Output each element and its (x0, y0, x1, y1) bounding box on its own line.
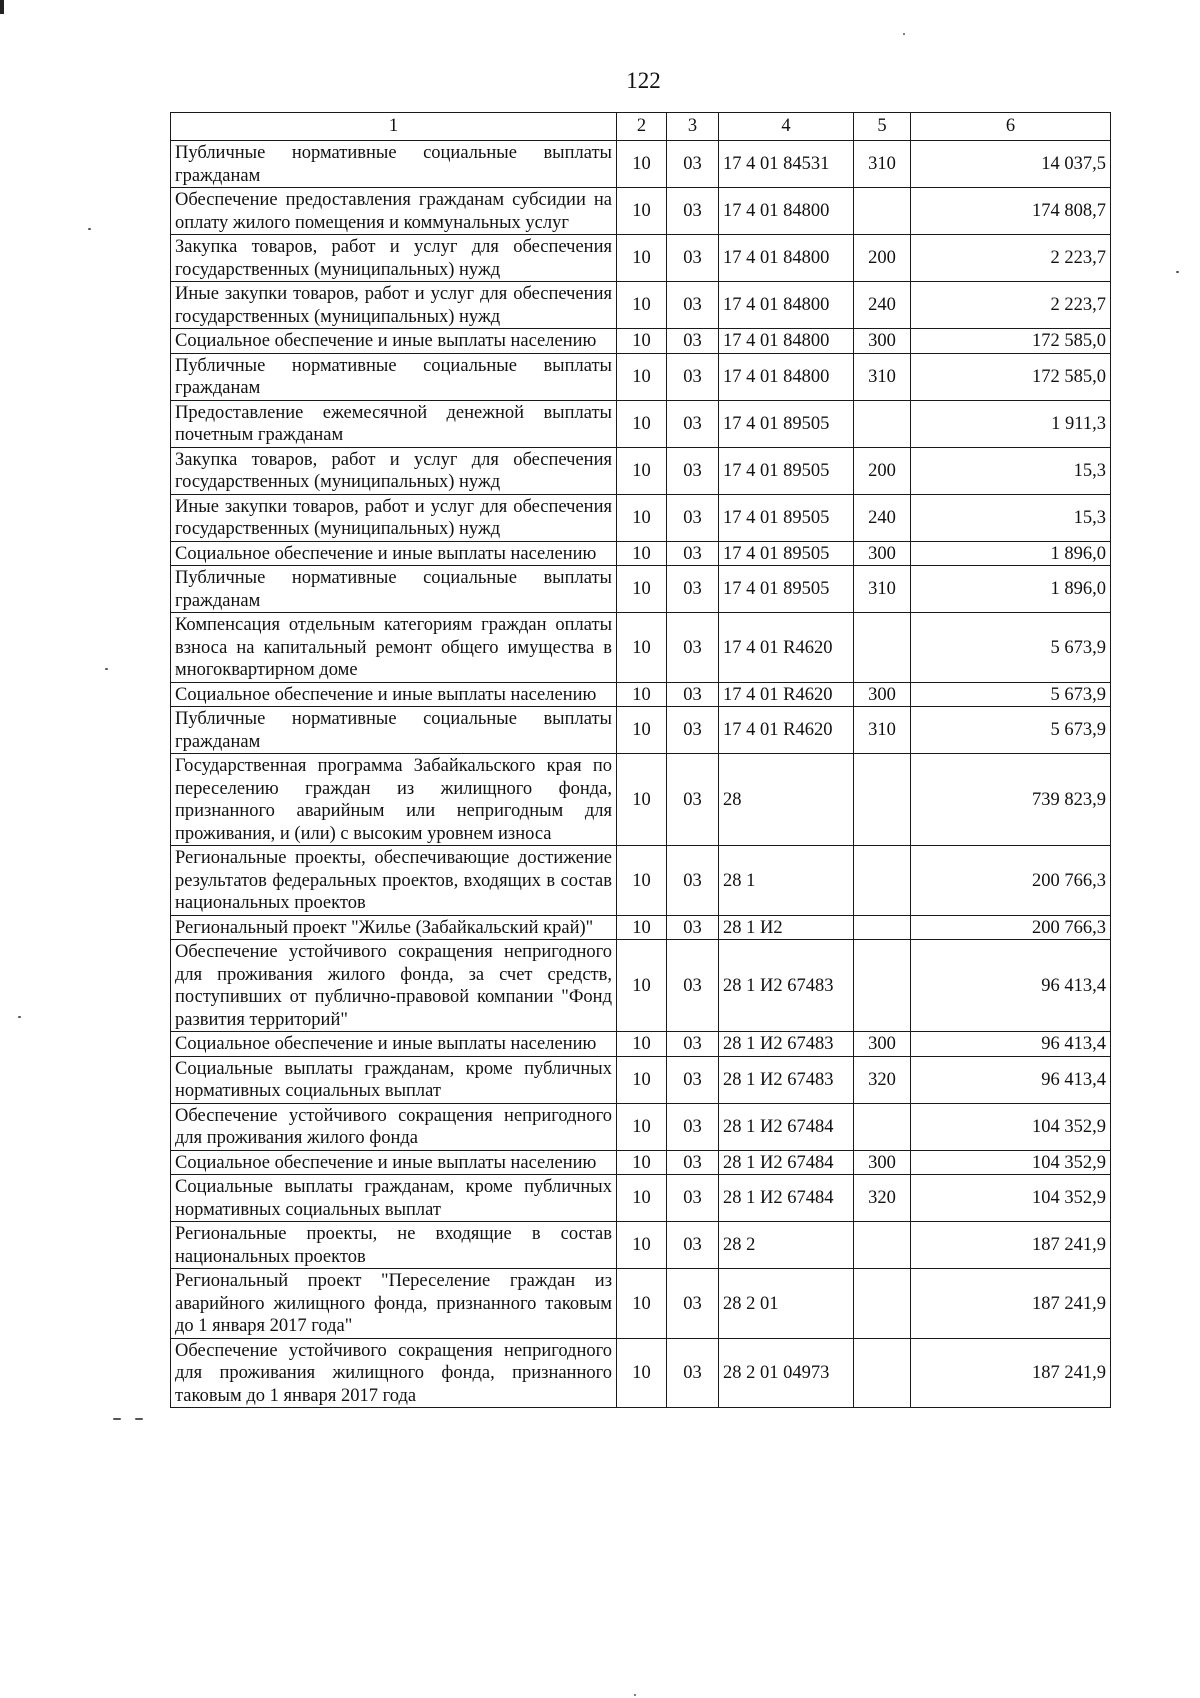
cell-amount: 5 673,9 (911, 682, 1111, 707)
cell-target-code: 17 4 01 89505 (719, 494, 854, 541)
cell-target-code: 17 4 01 84800 (719, 282, 854, 329)
cell-expense-type: 300 (854, 1150, 911, 1175)
table-row (171, 682, 1111, 707)
cell-subsection: 03 (667, 1103, 719, 1150)
cell-section: 10 (617, 1175, 667, 1222)
cell-subsection: 03 (667, 235, 719, 282)
cell-target-code: 17 4 01 R4620 (719, 707, 854, 754)
cell-target-code: 28 1 И2 67484 (719, 1175, 854, 1222)
table-row (171, 707, 1111, 754)
cell-expense-type: 310 (854, 353, 911, 400)
cell-description: Региональный проект "Переселение граждан из аварийного жилищного фонда, признанного таковым до 1 января 2017 года" (171, 1269, 617, 1339)
cell-subsection: 03 (667, 566, 719, 613)
cell-description: Закупка товаров, работ и услуг для обеспечения государственных (муниципальных) нужд (171, 447, 617, 494)
cell-target-code: 28 1 И2 67483 (719, 1056, 854, 1103)
table-row (171, 1338, 1111, 1408)
cell-section: 10 (617, 707, 667, 754)
cell-expense-type: 310 (854, 707, 911, 754)
cell-description: Иные закупки товаров, работ и услуг для обеспечения государственных (муниципальных) нужд (171, 494, 617, 541)
cell-subsection: 03 (667, 141, 719, 188)
cell-section: 10 (617, 1338, 667, 1408)
cell-subsection: 03 (667, 915, 719, 940)
cell-amount: 5 673,9 (911, 613, 1111, 683)
table-row (171, 541, 1111, 566)
cell-description: Предоставление ежемесячной денежной выплаты почетным гражданам (171, 400, 617, 447)
cell-amount: 187 241,9 (911, 1222, 1111, 1269)
cell-amount: 187 241,9 (911, 1269, 1111, 1339)
cell-section: 10 (617, 494, 667, 541)
cell-target-code: 28 1 (719, 846, 854, 916)
cell-amount: 739 823,9 (911, 754, 1111, 846)
cell-target-code: 28 1 И2 67483 (719, 1032, 854, 1057)
cell-expense-type (854, 1269, 911, 1339)
header-col-4: 4 (719, 113, 854, 141)
table-row (171, 1032, 1111, 1057)
header-col-2: 2 (617, 113, 667, 141)
cell-expense-type (854, 613, 911, 683)
cell-target-code: 17 4 01 R4620 (719, 682, 854, 707)
scan-speck (135, 1418, 143, 1420)
cell-amount: 14 037,5 (911, 141, 1111, 188)
cell-section: 10 (617, 682, 667, 707)
cell-amount: 172 585,0 (911, 329, 1111, 354)
table-row (171, 1150, 1111, 1175)
cell-section: 10 (617, 1269, 667, 1339)
cell-section: 10 (617, 447, 667, 494)
page-number: 122 (626, 68, 661, 93)
cell-description: Публичные нормативные социальные выплаты гражданам (171, 707, 617, 754)
cell-amount: 2 223,7 (911, 235, 1111, 282)
cell-subsection: 03 (667, 846, 719, 916)
cell-target-code: 28 2 (719, 1222, 854, 1269)
scan-speck (18, 1016, 21, 1018)
cell-target-code: 17 4 01 89505 (719, 447, 854, 494)
cell-subsection: 03 (667, 188, 719, 235)
cell-target-code: 28 2 01 04973 (719, 1338, 854, 1408)
cell-section: 10 (617, 1222, 667, 1269)
cell-subsection: 03 (667, 682, 719, 707)
cell-description: Социальное обеспечение и иные выплаты населению (171, 1150, 617, 1175)
cell-description: Обеспечение устойчивого сокращения непригодного для проживания жилого фонда, за счет средств, поступивших от публично-правовой компании "Фонд развития территорий" (171, 940, 617, 1032)
cell-description: Социальное обеспечение и иные выплаты населению (171, 1032, 617, 1057)
cell-amount: 96 413,4 (911, 1032, 1111, 1057)
table-row (171, 235, 1111, 282)
table-row (171, 1056, 1111, 1103)
cell-section: 10 (617, 188, 667, 235)
cell-subsection: 03 (667, 1222, 719, 1269)
cell-amount: 187 241,9 (911, 1338, 1111, 1408)
cell-target-code: 28 (719, 754, 854, 846)
cell-expense-type: 300 (854, 329, 911, 354)
cell-subsection: 03 (667, 447, 719, 494)
cell-amount: 96 413,4 (911, 940, 1111, 1032)
cell-description: Региональный проект "Жилье (Забайкальский край)" (171, 915, 617, 940)
cell-subsection: 03 (667, 1056, 719, 1103)
budget-allocation-table (170, 112, 1111, 1408)
cell-description: Региональные проекты, обеспечивающие достижение результатов федеральных проектов, входящих в состав национальных проектов (171, 846, 617, 916)
cell-section: 10 (617, 282, 667, 329)
header-col-3: 3 (667, 113, 719, 141)
cell-description: Региональные проекты, не входящие в состав национальных проектов (171, 1222, 617, 1269)
cell-description: Государственная программа Забайкальского края по переселению граждан из жилищного фонда, признанного аварийным или непригодным для проживания, и (или) с высоким уровнем износа (171, 754, 617, 846)
cell-description: Закупка товаров, работ и услуг для обеспечения государственных (муниципальных) нужд (171, 235, 617, 282)
cell-subsection: 03 (667, 707, 719, 754)
cell-description: Компенсация отдельным категориям граждан оплаты взноса на капитальный ремонт общего имущества в многоквартирном доме (171, 613, 617, 683)
table-row (171, 188, 1111, 235)
cell-section: 10 (617, 566, 667, 613)
table-row (171, 141, 1111, 188)
cell-amount: 104 352,9 (911, 1175, 1111, 1222)
cell-target-code: 17 4 01 89505 (719, 566, 854, 613)
table-row (171, 1222, 1111, 1269)
cell-expense-type: 310 (854, 141, 911, 188)
cell-section: 10 (617, 541, 667, 566)
cell-expense-type: 320 (854, 1175, 911, 1222)
cell-subsection: 03 (667, 353, 719, 400)
cell-subsection: 03 (667, 1032, 719, 1057)
cell-section: 10 (617, 329, 667, 354)
cell-section: 10 (617, 613, 667, 683)
cell-subsection: 03 (667, 329, 719, 354)
cell-expense-type (854, 188, 911, 235)
cell-expense-type (854, 846, 911, 916)
cell-subsection: 03 (667, 940, 719, 1032)
cell-amount: 172 585,0 (911, 353, 1111, 400)
cell-section: 10 (617, 235, 667, 282)
cell-target-code: 28 1 И2 67484 (719, 1150, 854, 1175)
cell-expense-type: 320 (854, 1056, 911, 1103)
cell-amount: 200 766,3 (911, 915, 1111, 940)
cell-section: 10 (617, 915, 667, 940)
cell-description: Публичные нормативные социальные выплаты гражданам (171, 353, 617, 400)
scan-speck (903, 33, 905, 35)
cell-subsection: 03 (667, 400, 719, 447)
cell-amount: 1 896,0 (911, 566, 1111, 613)
table-row (171, 1175, 1111, 1222)
cell-expense-type: 200 (854, 447, 911, 494)
cell-target-code: 28 1 И2 67484 (719, 1103, 854, 1150)
cell-amount: 2 223,7 (911, 282, 1111, 329)
table-body (171, 141, 1111, 1408)
cell-subsection: 03 (667, 282, 719, 329)
cell-section: 10 (617, 1150, 667, 1175)
cell-amount: 1 896,0 (911, 541, 1111, 566)
cell-amount: 104 352,9 (911, 1103, 1111, 1150)
cell-amount: 200 766,3 (911, 846, 1111, 916)
table-row (171, 754, 1111, 846)
scan-speck (88, 228, 91, 230)
cell-target-code: 17 4 01 R4620 (719, 613, 854, 683)
cell-description: Социальное обеспечение и иные выплаты населению (171, 682, 617, 707)
cell-description: Публичные нормативные социальные выплаты гражданам (171, 141, 617, 188)
table-row (171, 940, 1111, 1032)
cell-subsection: 03 (667, 541, 719, 566)
cell-section: 10 (617, 1103, 667, 1150)
cell-description: Социальное обеспечение и иные выплаты населению (171, 541, 617, 566)
table-row (171, 915, 1111, 940)
cell-description: Социальные выплаты гражданам, кроме публичных нормативных социальных выплат (171, 1056, 617, 1103)
cell-expense-type (854, 1338, 911, 1408)
cell-amount: 96 413,4 (911, 1056, 1111, 1103)
cell-expense-type: 310 (854, 566, 911, 613)
cell-section: 10 (617, 754, 667, 846)
cell-target-code: 17 4 01 84800 (719, 329, 854, 354)
cell-expense-type: 300 (854, 541, 911, 566)
cell-expense-type: 240 (854, 494, 911, 541)
cell-expense-type (854, 400, 911, 447)
cell-target-code: 17 4 01 84800 (719, 188, 854, 235)
scan-speck (113, 1418, 121, 1420)
cell-target-code: 17 4 01 84800 (719, 353, 854, 400)
cell-expense-type: 200 (854, 235, 911, 282)
cell-section: 10 (617, 846, 667, 916)
table-row (171, 353, 1111, 400)
cell-amount: 15,3 (911, 494, 1111, 541)
cell-target-code: 28 2 01 (719, 1269, 854, 1339)
cell-description: Обеспечение устойчивого сокращения непригодного для проживания жилищного фонда, признанного таковым до 1 января 2017 года (171, 1338, 617, 1408)
cell-amount: 104 352,9 (911, 1150, 1111, 1175)
cell-target-code: 17 4 01 84800 (719, 235, 854, 282)
cell-expense-type: 300 (854, 1032, 911, 1057)
cell-section: 10 (617, 1032, 667, 1057)
table-row (171, 400, 1111, 447)
header-col-5: 5 (854, 113, 911, 141)
cell-target-code: 28 1 И2 (719, 915, 854, 940)
table-row (171, 447, 1111, 494)
cell-section: 10 (617, 141, 667, 188)
cell-expense-type: 240 (854, 282, 911, 329)
cell-expense-type: 300 (854, 682, 911, 707)
header-col-6: 6 (911, 113, 1111, 141)
cell-expense-type (854, 1222, 911, 1269)
cell-description: Социальные выплаты гражданам, кроме публичных нормативных социальных выплат (171, 1175, 617, 1222)
cell-amount: 174 808,7 (911, 188, 1111, 235)
cell-expense-type (854, 754, 911, 846)
cell-description: Обеспечение устойчивого сокращения непригодного для проживания жилого фонда (171, 1103, 617, 1150)
table-row (171, 613, 1111, 683)
cell-subsection: 03 (667, 613, 719, 683)
cell-expense-type (854, 915, 911, 940)
scan-corner-mark (0, 0, 4, 14)
cell-amount: 15,3 (911, 447, 1111, 494)
cell-section: 10 (617, 940, 667, 1032)
table-row (171, 1269, 1111, 1339)
cell-description: Социальное обеспечение и иные выплаты населению (171, 329, 617, 354)
header-col-1: 1 (171, 113, 617, 141)
cell-expense-type (854, 940, 911, 1032)
cell-expense-type (854, 1103, 911, 1150)
scan-speck (1176, 271, 1179, 273)
cell-target-code: 28 1 И2 67483 (719, 940, 854, 1032)
cell-target-code: 17 4 01 89505 (719, 400, 854, 447)
table-row (171, 1103, 1111, 1150)
cell-description: Иные закупки товаров, работ и услуг для обеспечения государственных (муниципальных) нужд (171, 282, 617, 329)
cell-subsection: 03 (667, 754, 719, 846)
cell-section: 10 (617, 353, 667, 400)
table-row (171, 329, 1111, 354)
cell-description: Публичные нормативные социальные выплаты гражданам (171, 566, 617, 613)
cell-description: Обеспечение предоставления гражданам субсидии на оплату жилого помещения и коммунальных услуг (171, 188, 617, 235)
cell-target-code: 17 4 01 84531 (719, 141, 854, 188)
cell-subsection: 03 (667, 1269, 719, 1339)
cell-amount: 1 911,3 (911, 400, 1111, 447)
cell-target-code: 17 4 01 89505 (719, 541, 854, 566)
scan-speck (105, 668, 108, 670)
cell-subsection: 03 (667, 1175, 719, 1222)
scan-speck (634, 1694, 636, 1696)
table-row (171, 494, 1111, 541)
cell-subsection: 03 (667, 1150, 719, 1175)
cell-subsection: 03 (667, 494, 719, 541)
cell-amount: 5 673,9 (911, 707, 1111, 754)
cell-subsection: 03 (667, 1338, 719, 1408)
cell-section: 10 (617, 400, 667, 447)
table-header-row (171, 113, 1111, 141)
cell-section: 10 (617, 1056, 667, 1103)
table-row (171, 846, 1111, 916)
table-row (171, 566, 1111, 613)
table-row (171, 282, 1111, 329)
